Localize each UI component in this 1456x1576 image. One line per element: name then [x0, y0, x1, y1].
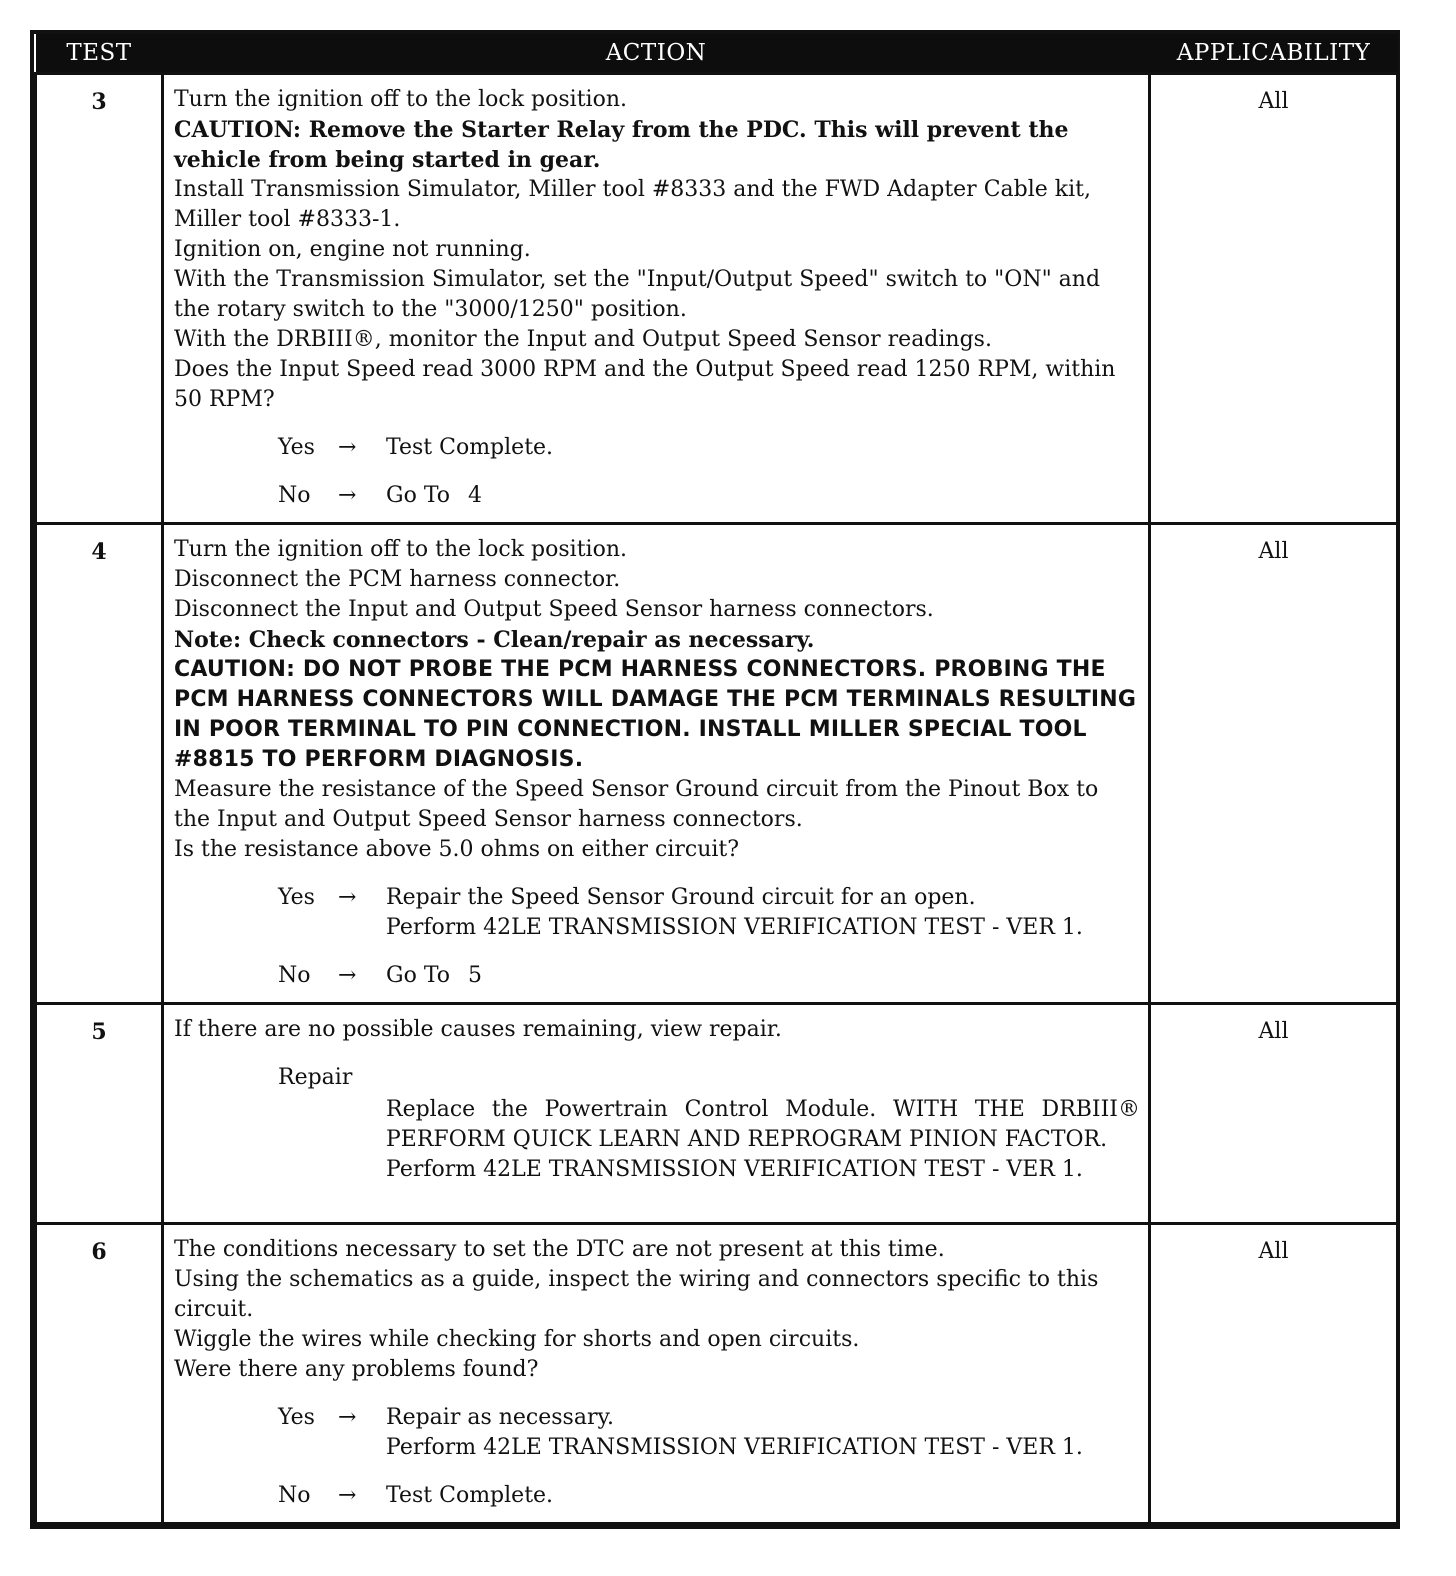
answer-no	[278, 481, 1140, 511]
test-number: 3	[36, 74, 163, 524]
diagnostic-table-frame	[30, 30, 1400, 1529]
test-number: 5	[36, 1004, 163, 1224]
answer-label: No	[278, 1483, 311, 1508]
answer-result	[386, 961, 1140, 991]
action-line: Disconnect the PCM harness connector.	[174, 567, 621, 592]
repair-instructions	[386, 1095, 1140, 1185]
goto-step-link[interactable]: 4	[468, 483, 483, 508]
table-row	[36, 1224, 1398, 1524]
table-header	[36, 34, 1398, 74]
action-line: With the Transmission Simulator, set the "Input/Output Speed" switch to "ON" and the rotary switch to the "3000/1250" position.	[174, 267, 1101, 322]
action-line: Install Transmission Simulator, Miller tool #8333 and the FWD Adapter Cable kit, Miller tool #8333-1.	[174, 177, 1091, 232]
repair-block	[278, 1063, 1140, 1185]
repair-line: Perform 42LE TRANSMISSION VERIFICATION TEST - VER 1.	[386, 1157, 1083, 1182]
answer-no	[278, 1481, 1140, 1511]
action-line: Turn the ignition off to the lock position.	[174, 537, 627, 562]
arrow-right-icon: →	[338, 435, 357, 460]
applicability-cell: All	[1150, 74, 1398, 524]
applicability-cell: All	[1150, 1004, 1398, 1224]
arrow-right-icon: →	[338, 885, 357, 910]
answer-yes	[278, 433, 1140, 463]
applicability-cell: All	[1150, 524, 1398, 1004]
caution-line: CAUTION: DO NOT PROBE THE PCM HARNESS CONNECTORS. PROBING THE PCM HARNESS CONNECTORS WILL DAMAGE THE PCM TERMINALS RESULTING IN POOR TERMINAL TO PIN CONNECTION. INSTALL MILLER SPECIAL TOOL #8815 TO PERFORM DIAGNOSIS.	[174, 657, 1137, 772]
answer-result-line: Repair the Speed Sensor Ground circuit for an open.	[386, 885, 976, 910]
question-line: Were there any problems found?	[174, 1357, 539, 1382]
answer-list	[278, 433, 1140, 511]
answer-result-line: Repair as necessary.	[386, 1405, 614, 1430]
action-line: With the DRBIII®, monitor the Input and Output Speed Sensor readings.	[174, 327, 992, 352]
answer-label: Yes	[278, 1405, 315, 1430]
action-line: Ignition on, engine not running.	[174, 237, 531, 262]
action-line: The conditions necessary to set the DTC are not present at this time.	[174, 1237, 945, 1262]
answer-label: No	[278, 483, 311, 508]
answer-label: No	[278, 963, 311, 988]
diagnostic-table	[34, 34, 1399, 1525]
arrow-right-icon: →	[338, 963, 357, 988]
answer-yes	[278, 883, 1140, 943]
header-action: ACTION	[163, 34, 1150, 74]
table-row	[36, 1004, 1398, 1224]
repair-line: Replace the Powertrain Control Module. WITH THE DRBIII® PERFORM QUICK LEARN AND REPROGRAM PINION FACTOR.	[386, 1097, 1140, 1152]
answer-result	[386, 481, 1140, 511]
answer-result: Test Complete.	[386, 435, 554, 460]
goto-step-link[interactable]: 5	[468, 963, 483, 988]
header-test: TEST	[36, 34, 163, 74]
arrow-right-icon: →	[338, 1405, 357, 1430]
answer-label: Yes	[278, 885, 315, 910]
caution-line: CAUTION: Remove the Starter Relay from the PDC. This will prevent the vehicle from being started in gear.	[174, 117, 1069, 173]
action-line: Measure the resistance of the Speed Sensor Ground circuit from the Pinout Box to the Input and Output Speed Sensor harness connectors.	[174, 777, 1099, 832]
question-line: Does the Input Speed read 3000 RPM and the Output Speed read 1250 RPM, within 50 RPM?	[174, 357, 1116, 412]
action-cell	[163, 524, 1150, 1004]
answer-result: Test Complete.	[386, 1483, 554, 1508]
answer-no	[278, 961, 1140, 991]
goto-label: Go To	[386, 963, 451, 988]
action-cell	[163, 1224, 1150, 1524]
header-row	[36, 34, 1398, 74]
applicability-cell: All	[1150, 1224, 1398, 1524]
test-number: 6	[36, 1224, 163, 1524]
arrow-right-icon: →	[338, 483, 357, 508]
answer-result-line: Perform 42LE TRANSMISSION VERIFICATION TEST - VER 1.	[386, 1435, 1083, 1460]
table-body	[36, 74, 1398, 1524]
action-line: Disconnect the Input and Output Speed Sensor harness connectors.	[174, 597, 934, 622]
action-line: Using the schematics as a guide, inspect the wiring and connectors specific to this circuit.	[174, 1267, 1099, 1322]
test-number: 4	[36, 524, 163, 1004]
answer-result	[386, 883, 1140, 943]
action-line: Wiggle the wires while checking for shorts and open circuits.	[174, 1327, 860, 1352]
answer-result	[386, 1403, 1140, 1463]
answer-list	[278, 883, 1140, 991]
answer-label: Yes	[278, 435, 315, 460]
note-line: Note: Check connectors - Clean/repair as necessary.	[174, 627, 815, 653]
arrow-right-icon: →	[338, 1483, 357, 1508]
action-line: Turn the ignition off to the lock position.	[174, 87, 627, 112]
answer-yes	[278, 1403, 1140, 1463]
header-applicability: APPLICABILITY	[1150, 34, 1398, 74]
action-cell	[163, 74, 1150, 524]
answer-list	[278, 1403, 1140, 1511]
repair-label: Repair	[278, 1065, 353, 1090]
table-row	[36, 74, 1398, 524]
answer-result-line: Perform 42LE TRANSMISSION VERIFICATION TEST - VER 1.	[386, 915, 1083, 940]
goto-label: Go To	[386, 483, 451, 508]
action-line: If there are no possible causes remaining, view repair.	[174, 1017, 782, 1042]
action-cell	[163, 1004, 1150, 1224]
table-row	[36, 524, 1398, 1004]
question-line: Is the resistance above 5.0 ohms on either circuit?	[174, 837, 740, 862]
